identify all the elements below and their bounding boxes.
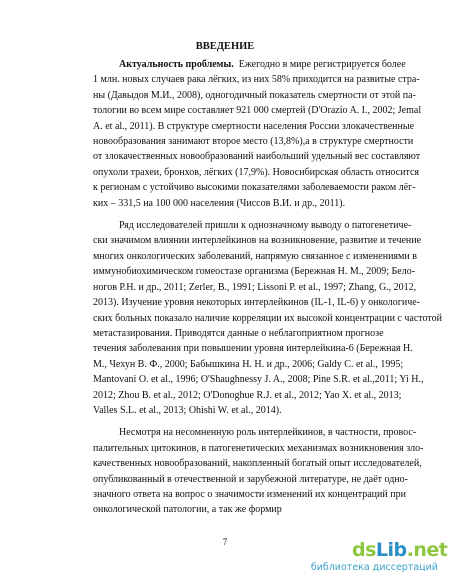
text-line: онкологической патологии, а так же формир (93, 504, 282, 516)
text-line: новообразования занимают второе место (13,8%),а в структуре смертности (93, 136, 414, 148)
text-line: качественных новообразований, накопленный богатый опыт исследователей, (93, 458, 422, 470)
text-line: A. et al., 2011). В структуре смертности населения России злокачественные (93, 120, 415, 132)
paragraph-despite (93, 425, 424, 517)
text-line: 2013). Изучение уровня некоторых интерлейкинов (IL-1, IL-6) у онкологиче- (93, 297, 420, 309)
lead-phrase: Актуальность проблемы. (119, 59, 234, 70)
text-line: опухоли трахеи, бронхов, лёгких (17,9%). Новосибирская область относится (93, 166, 419, 178)
text-line: Ряд исследователей пришли к однозначному выводу о патогенетиче- (119, 220, 412, 232)
page-title: ВВЕДЕНИЕ (195, 41, 255, 52)
text-line: ски значимом влиянии интерлейкинов на возникновение, развитие и течение (93, 235, 422, 247)
logo-part-ds: ds (352, 539, 376, 561)
text-line: значного ответа на вопрос о значимости изменений их концентраций при (93, 488, 406, 500)
text-line: иммунобиохимическом гомеостазе организма (Бережная Н. М., 2009; Бело- (93, 266, 416, 278)
paragraph-actuality (93, 57, 422, 211)
document-body (93, 57, 442, 518)
page-number: 7 (222, 537, 228, 547)
text-line: многих онкологических заболеваний, напрямую связанное с изменениями в (93, 250, 417, 262)
svg-text:dsLib.net (352, 539, 448, 561)
text-line: 1 млн. новых случаев рака лёгких, из них 58% приходится на развитые стра- (93, 74, 420, 86)
text-line: ногов Р.Н. и др., 2011; Zerler, B., 1991; Lissoni P. et al., 1997; Zhang, G., 2012, (93, 281, 417, 293)
text-line: 2012; Zhou B. et al., 2012; O'Donoghue R.J. et al., 2012; Yao X. et al., 2013; (93, 389, 402, 401)
text-line: Несмотря на несомненную роль интерлейкинов, в частности, провос- (119, 427, 417, 439)
watermark-caption: библиотека диссертаций (310, 562, 438, 573)
text-line: опубликованный в отечественной и зарубежной литературе, не даёт одно- (93, 473, 408, 485)
text-line: ны (Давыдов М.И., 2008), одногодичный показатель смертности от этой па- (93, 89, 416, 101)
text-line: от злокачественных новообразований наибольший удельный вес составляют (93, 151, 421, 163)
logo-part-lib: Lib (375, 539, 407, 561)
text-line: к регионам с устойчиво высокими показателями заболеваемости раком лёг- (93, 182, 416, 194)
text-line: метастазирования. Приводятся данные о неблагоприятном прогнозе (93, 327, 384, 339)
text-line: течения заболевания при повышении уровня интерлейкина-6 (Бережная Н. (93, 343, 413, 355)
text-line: М., Чехун В. Ф., 2000; Бабышкина Н. Н. и др., 2006; Galdy C. et al., 1995; (93, 358, 404, 370)
text-line: Valles S.L. et al., 2013; Ohishi W. et al., 2014). (93, 404, 282, 416)
text-line: Актуальность проблемы. Ежегодно в мире регистрируется более (119, 59, 406, 70)
text-line: Mantovani O. et al., 1996; O'Shaughnessy J. A., 2008; Pine S.R. et al.,2011; Yi H., (93, 374, 424, 386)
logo-part-net: .net (406, 539, 448, 561)
paragraph-interleukins (93, 218, 442, 418)
dslib-watermark[interactable] (310, 539, 448, 578)
text-line: тологии во всем мире составляет 921 000 смертей (D'Orazio A. I., 2002; Jemal (93, 105, 422, 117)
text-line: ских больных показало наличие корреляции их высокой концентрации с частотой (93, 312, 442, 324)
text-line: ких – 331,5 на 100 000 населения (Чиссов В.И. и др., 2011). (93, 197, 346, 209)
dslib-logo (352, 538, 448, 561)
text-line: палительных цитокинов, в патогенетических механизмах возникновения зло- (93, 442, 424, 454)
